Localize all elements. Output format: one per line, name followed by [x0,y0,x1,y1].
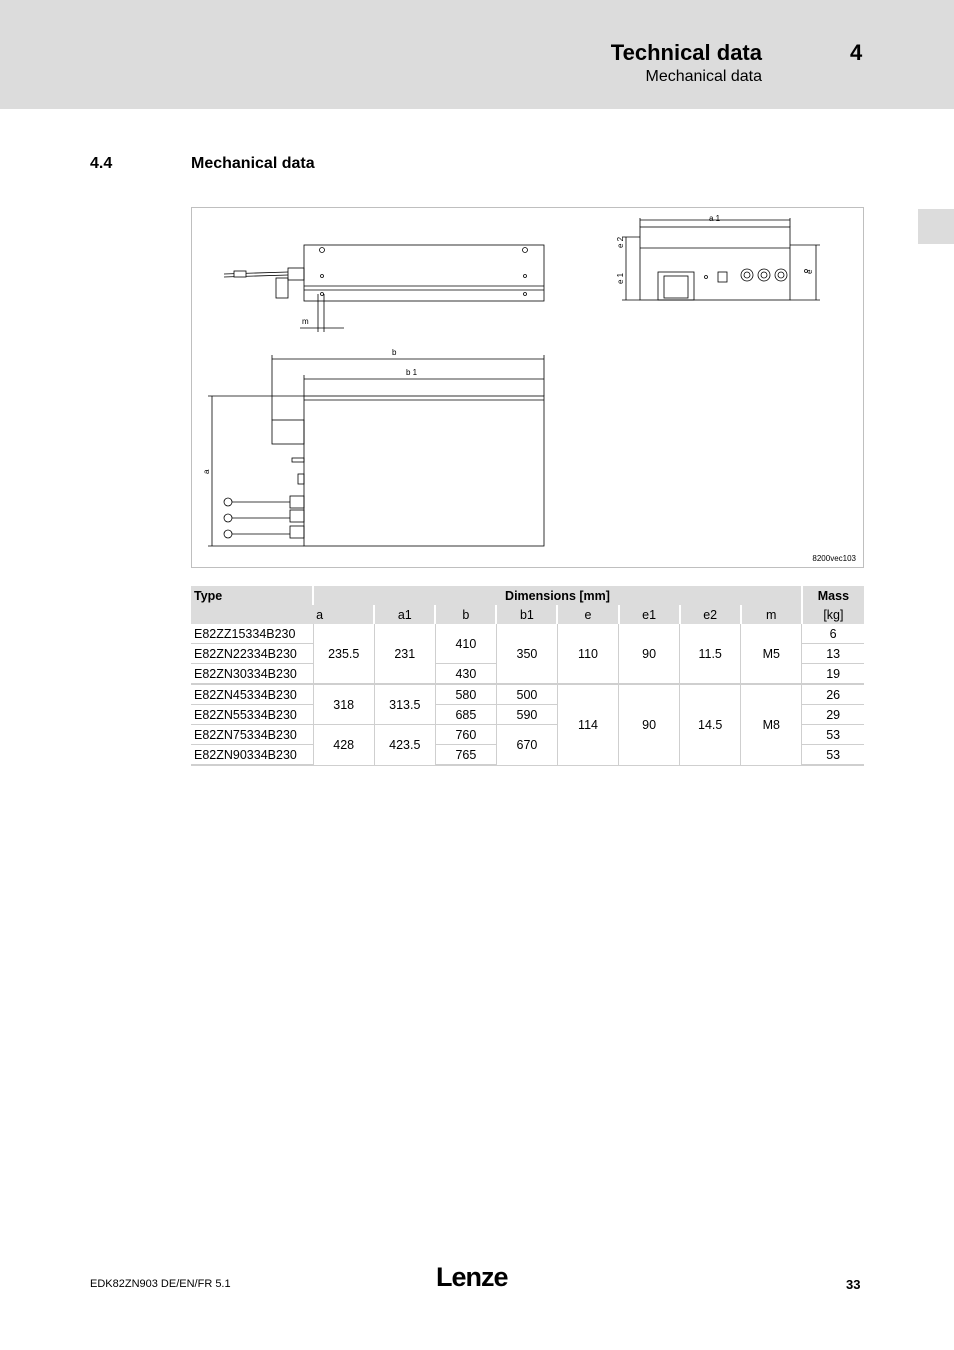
section-title: Mechanical data [191,155,315,172]
cell: 114 [557,684,618,765]
type-cell: E82ZN55334B230 [191,705,313,725]
dim-label-m: m [302,317,309,326]
cell: 430 [435,664,496,685]
side-view [224,245,544,332]
cell: 14.5 [680,684,741,765]
header-title: Technical data [610,40,762,65]
mass-cell: 6 [802,624,864,644]
type-cell: E82ZN75334B230 [191,725,313,745]
chapter-number: 4 [850,40,863,65]
mass-cell: 19 [802,664,864,685]
mass-cell: 29 [802,705,864,725]
dimensions-header: Dimensions [mm] [313,586,802,605]
cell: 318 [313,684,374,725]
cell: 500 [496,684,557,705]
cell: 235.5 [313,624,374,684]
type-header: Type [191,586,313,624]
mass-cell: 53 [802,725,864,745]
mass-cell: 26 [802,684,864,705]
col-header: e2 [680,605,741,624]
col-header: b [435,605,496,624]
cell: 765 [435,745,496,766]
cell: 685 [435,705,496,725]
type-cell: E82ZN30334B230 [191,664,313,685]
table-row [191,624,864,644]
cell: 428 [313,725,374,766]
dim-label-e1: e 1 [616,272,625,284]
mass-cell: 53 [802,745,864,766]
cell: 760 [435,725,496,745]
col-header: b1 [496,605,557,624]
table-row [191,684,864,705]
type-cell: E82ZN90334B230 [191,745,313,766]
dim-label-a: a [202,469,211,474]
dim-label-b: b [392,348,397,357]
header-subtitle: Mechanical data [645,68,762,85]
type-cell: E82ZN22334B230 [191,644,313,664]
cell: 110 [557,624,618,684]
page-number: 33 [846,1277,861,1292]
cell: 231 [374,624,435,684]
cell: 590 [496,705,557,725]
cell: M8 [741,684,802,765]
cell: 11.5 [680,624,741,684]
top-view [208,355,544,546]
cell: 670 [496,725,557,766]
cell: 580 [435,684,496,705]
col-header: a [313,605,374,624]
col-header: a1 [374,605,435,624]
section-number: 4.4 [90,155,113,172]
header-band [0,0,954,109]
drawing-svg [192,208,865,569]
cell: 90 [619,684,680,765]
type-cell: E82ZN45334B230 [191,684,313,705]
figure-id: 8200vec103 [812,554,856,563]
mass-header: Mass [802,586,864,605]
front-view [622,218,820,300]
type-cell: E82ZZ15334B230 [191,624,313,644]
col-header: e [557,605,618,624]
cell: 90 [619,624,680,684]
dim-label-a1: a 1 [709,214,721,223]
dimension-drawing [191,207,864,568]
dimensions-table [191,586,864,766]
col-header: m [741,605,802,624]
mass-unit: [kg] [802,605,864,624]
dim-label-b1: b 1 [406,368,418,377]
col-header: e1 [619,605,680,624]
cell: M5 [741,624,802,684]
mass-cell: 13 [802,644,864,664]
footer-doc-id: EDK82ZN903 DE/EN/FR 5.1 [90,1278,231,1290]
cell: 350 [496,624,557,684]
chapter-side-tab [918,209,954,244]
cell: 313.5 [374,684,435,725]
lenze-logo: Lenze [436,1262,508,1292]
dim-label-e2: e 2 [616,236,625,248]
cell: 423.5 [374,725,435,766]
dim-label-e: e [805,269,814,274]
cell: 410 [435,624,496,664]
